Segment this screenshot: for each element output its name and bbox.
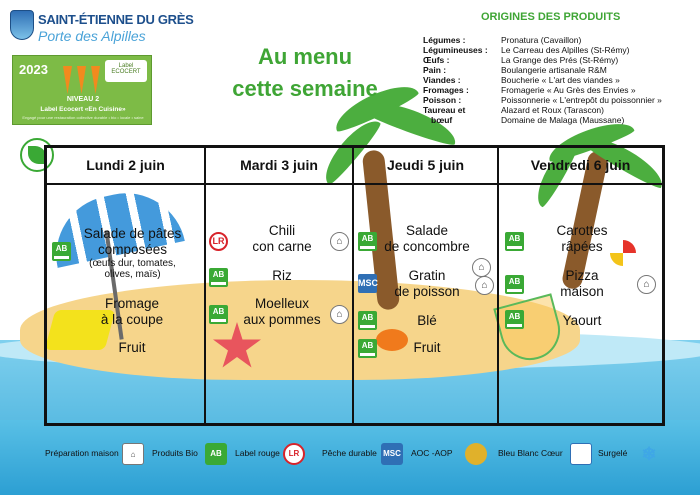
origins-list: [423, 35, 695, 125]
dish-line: de concombre: [384, 239, 470, 254]
origin-row: [423, 65, 695, 75]
day-header-friday: Vendredi 6 juin: [530, 157, 631, 173]
grid-divider: [204, 148, 206, 423]
menu-item: [77, 296, 187, 328]
origin-value: Domaine de Malaga (Maussane): [501, 115, 625, 125]
house-icon: ⌂: [475, 276, 494, 295]
house-icon: ⌂: [637, 275, 656, 294]
legend-maison-label: Préparation maison: [45, 448, 119, 458]
day-header-monday: Lundi 2 juin: [86, 157, 165, 173]
bio-badge-icon: AB: [205, 443, 227, 465]
bio-badge-icon: AB: [505, 275, 524, 294]
origin-row: [423, 45, 695, 55]
dish-line: de poisson: [394, 284, 460, 299]
snowflake-icon: ❄: [641, 444, 657, 464]
ecocert-year: 2023: [19, 62, 48, 77]
bio-badge-icon: AB: [358, 232, 377, 251]
day-header-thursday: Jeudi 5 juin: [386, 157, 464, 173]
menu-item: Yaourt: [562, 313, 602, 328]
legend-aoc-label: AOC -AOP: [411, 448, 453, 458]
dish-line: maison: [560, 284, 604, 299]
bio-badge-icon: AB: [505, 310, 524, 329]
legend-rouge-label: Label rouge: [235, 448, 280, 458]
ecocert-label-text: Label Ecocert «En Cuisine»: [40, 106, 126, 113]
commune-subtitle: Porte des Alpilles: [38, 28, 146, 44]
menu-item: [372, 223, 482, 255]
carrot-icon: [77, 66, 86, 94]
house-icon: ⌂: [330, 305, 349, 324]
origin-value: Boucherie « L'art des viandes »: [501, 75, 620, 85]
dish-line: con carne: [252, 239, 312, 254]
menu-item: Fruit: [118, 340, 146, 355]
origin-key: Fromages :: [423, 85, 469, 95]
menu-item: [522, 223, 642, 255]
commune-shield-icon: [10, 10, 34, 40]
house-icon: ⌂: [122, 443, 144, 465]
menu-item: [522, 268, 642, 300]
origins-title: ORIGINES DES PRODUITS: [481, 11, 621, 23]
origin-row: [423, 115, 695, 125]
bio-badge-icon: AB: [358, 339, 377, 358]
origin-row: [423, 55, 695, 65]
origin-row: [423, 85, 695, 95]
origin-key: Taureau et: [423, 105, 466, 115]
grid-divider: [47, 183, 662, 185]
origin-value: Pronatura (Cavaillon): [501, 35, 582, 45]
grid-divider: [497, 148, 499, 423]
origin-row: [423, 75, 695, 85]
bleu-blanc-coeur-icon: [570, 443, 592, 465]
dish-line: Carottes: [556, 223, 608, 238]
aoc-aop-icon: [465, 443, 487, 465]
origin-value: Poissonnerie « L'entrepôt du poissonnier »: [501, 95, 662, 105]
carrot-icon: [91, 66, 100, 94]
origin-value: La Grange des Prés (St-Rémy): [501, 55, 619, 65]
label-rouge-icon: LR: [209, 232, 228, 251]
dish-line: Chili: [268, 223, 296, 238]
carrot-icon: [63, 66, 72, 94]
origin-row: [423, 105, 695, 115]
ecocert-label: [12, 55, 152, 125]
dish-line: aux pommes: [243, 312, 321, 327]
grid-divider: [352, 148, 354, 423]
menu-item: [232, 223, 332, 255]
legend-bio-label: Produits Bio: [152, 448, 198, 458]
house-icon: ⌂: [472, 258, 491, 277]
bio-badge-icon: AB: [358, 311, 377, 330]
origin-key: Pain :: [423, 65, 447, 75]
ecocert-small-text: Engagé pour une restauration collective durable • bio • locale • saine: [22, 115, 144, 120]
menu-title-line1: Au menu: [257, 44, 353, 69]
menu-item: Blé: [417, 313, 437, 328]
dish-line: Salade: [405, 223, 449, 238]
dish-line: Fromage: [104, 296, 160, 311]
ecocert-badge: Label ECOCERT: [105, 60, 147, 82]
legend-peche-label: Pêche durable: [322, 448, 377, 458]
legend: [0, 440, 700, 470]
day-header-tuesday: Mardi 3 juin: [240, 157, 318, 173]
dish-line: Moelleux: [254, 296, 310, 311]
bio-badge-icon: AB: [52, 242, 71, 261]
commune-logo: [10, 8, 194, 50]
bio-badge-icon: AB: [209, 268, 228, 287]
peche-durable-icon: MSC: [358, 274, 377, 293]
origin-row: [423, 35, 695, 45]
origin-key: Viandes :: [423, 75, 461, 85]
origin-value: Alazard et Roux (Tarascon): [501, 105, 604, 115]
peche-durable-icon: MSC: [381, 443, 403, 465]
dish-line: composées: [97, 242, 168, 257]
dish-line: Salade de pâtes: [83, 226, 182, 241]
dish-line: Gratin: [408, 268, 446, 283]
menu-item: [222, 296, 342, 328]
origin-key: Poisson :: [423, 95, 462, 105]
menu-item: [372, 268, 482, 300]
dish-line: Pizza: [565, 268, 599, 283]
origin-row: [423, 95, 695, 105]
menu-grid: [44, 145, 665, 426]
menu-item: Riz: [272, 268, 292, 283]
bio-badge-icon: AB: [505, 232, 524, 251]
origin-value: Le Carreau des Alpilles (St-Rémy): [501, 45, 630, 55]
origin-key: Œufs :: [423, 55, 450, 65]
origin-key: Légumineuses :: [423, 45, 488, 55]
legend-surgele-label: Surgelé: [598, 448, 628, 458]
dish-note: (œufs dur, tomates,: [89, 258, 176, 269]
origin-value: Boulangerie artisanale R&M: [501, 65, 607, 75]
origin-key: Légumes :: [423, 35, 466, 45]
menu-item: Fruit: [413, 340, 441, 355]
house-icon: ⌂: [330, 232, 349, 251]
dish-note: olives, maïs): [104, 269, 161, 280]
legend-bbc-label: Bleu Blanc Cœur: [498, 448, 563, 458]
origin-key: bœuf: [431, 115, 453, 125]
menu-title-line2: cette semaine: [232, 76, 378, 101]
dish-line: râpées: [561, 239, 603, 254]
ecocert-level: NIVEAU 2: [66, 96, 100, 103]
label-rouge-icon: LR: [283, 443, 305, 465]
commune-name: SAINT-ÉTIENNE DU GRÈS: [38, 12, 194, 27]
menu-item: [65, 226, 200, 280]
origin-value: Fromagerie « Au Grès des Envies »: [501, 85, 636, 95]
dish-line: à la coupe: [100, 312, 164, 327]
bio-badge-icon: AB: [209, 305, 228, 324]
